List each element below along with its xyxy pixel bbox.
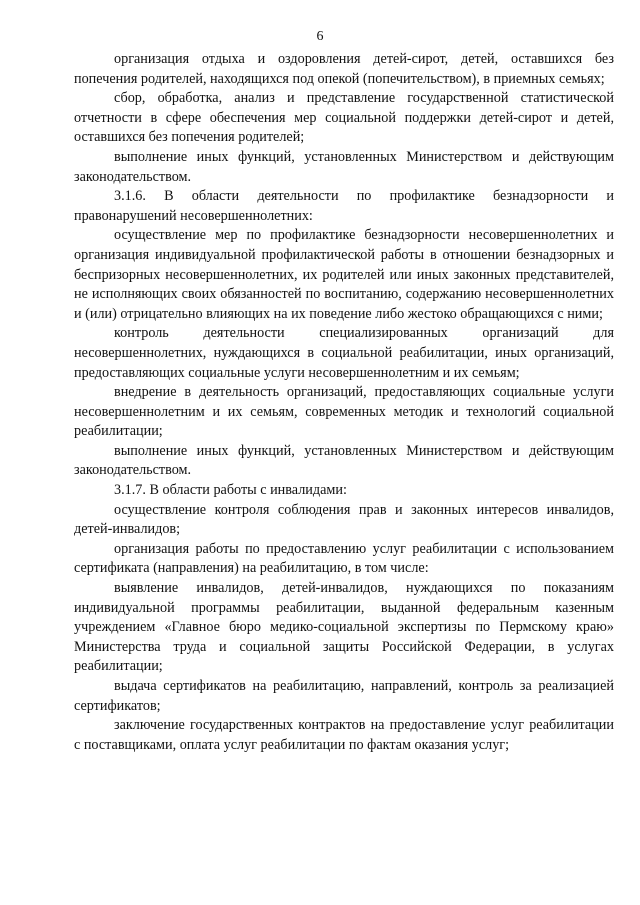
paragraph: внедрение в деятельность организаций, предоставляющих социальные услуги несовершеннолетним и их семьям, современных методик и технологий социальной реабилитации;: [74, 384, 614, 440]
paragraph: заключение государственных контрактов на предоставление услуг реабилитации с поставщиками, оплата услуг реабилитации по фактам оказания услуг;: [74, 717, 614, 753]
paragraph: выдача сертификатов на реабилитацию, направлений, контроль за реализацией сертификатов;: [74, 678, 614, 714]
section-heading-3-1-7: 3.1.7. В области работы с инвалидами:: [114, 482, 347, 499]
page-number: 6: [316, 29, 324, 44]
paragraph: контроль деятельности специализированных организаций для несовершеннолетних, нуждающихся в социальной реабилитации, иных организаций, предоставляющих социальные услуги несовершеннолетним и их семьям;: [74, 325, 614, 381]
section-heading-3-1-6: 3.1.6. В области деятельности по профилактике безнадзорности и правонарушений несовершеннолетних:: [74, 188, 614, 224]
document-body: [74, 50, 614, 755]
paragraph: осуществление контроля соблюдения прав и законных интересов инвалидов, детей-инвалидов;: [74, 501, 614, 538]
paragraph: выявление инвалидов, детей-инвалидов, нуждающихся по показаниям индивидуальной программы реабилитации, выданной федеральным казенным учреждением «Главное бюро медико-социальной экспертизы по Пермскому краю» Министерства труда и социальной защиты Российской Федерации, в услугах реабилитации;: [74, 580, 614, 675]
paragraph: осуществление мер по профилактике безнадзорности несовершеннолетних и организация индивидуальной профилактической работы в отношении безнадзорных и беспризорных несовершеннолетних, их родителей или иных законных представителей, не исполняющих своих обязанностей по воспитанию, содержанию несовершеннолетних и (или) отрицательно влияющих на их поведение либо жестоко обращающихся с ними;: [74, 227, 614, 322]
paragraph: выполнение иных функций, установленных Министерством и действующим законодательством.: [74, 442, 614, 479]
paragraph: организация отдыха и оздоровления детей-сирот, детей, оставшихся без попечения родителей, находящихся под опекой (попечительством), в приемных семьях;: [74, 51, 614, 87]
paragraph: выполнение иных функций, установленных Министерством и действующим законодательством.: [74, 148, 614, 185]
paragraph: организация работы по предоставлению услуг реабилитации с использованием сертификата (направления) на реабилитацию, в том числе:: [74, 540, 614, 577]
paragraph: сбор, обработка, анализ и представление государственной статистической отчетности в сфере обеспечения мер социальной поддержки детей-сирот и детей, оставшихся без попечения родителей;: [74, 90, 614, 146]
